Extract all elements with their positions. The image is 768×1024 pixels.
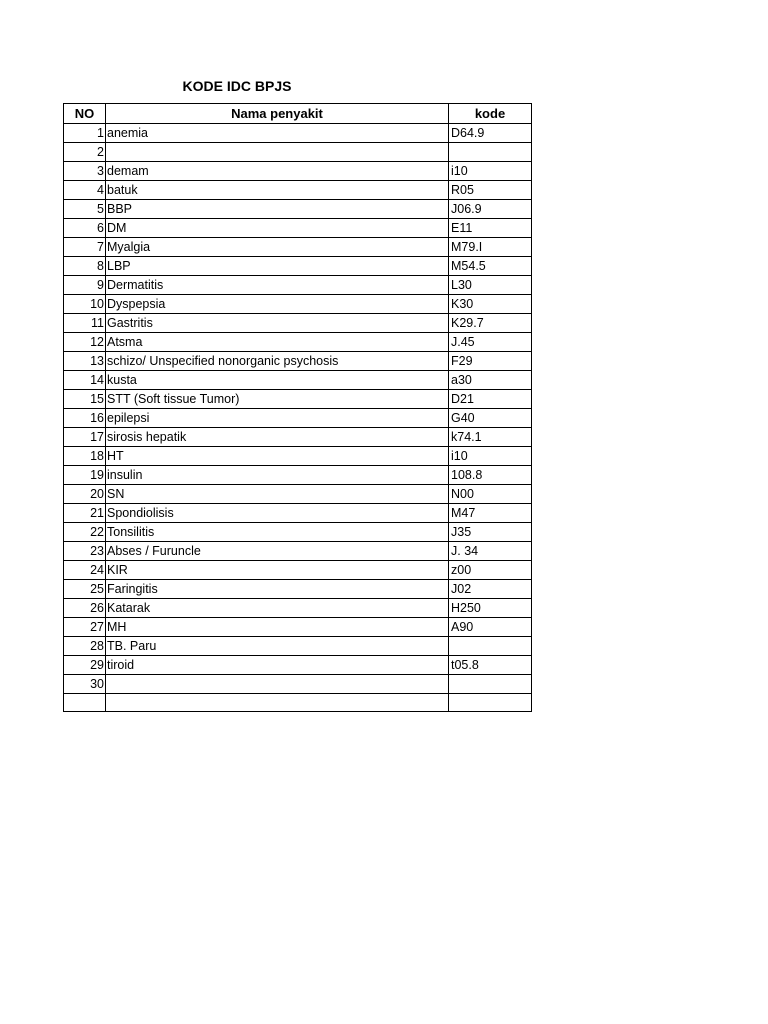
cell-disease-name: batuk (106, 181, 449, 200)
cell-disease-name: MH (106, 618, 449, 637)
cell-code: E11 (449, 219, 532, 238)
cell-no: 11 (64, 314, 106, 333)
cell-disease-name: STT (Soft tissue Tumor) (106, 390, 449, 409)
document-title-text: KODE IDC BPJS (182, 78, 292, 94)
cell-no (64, 694, 106, 712)
cell-code: J. 34 (449, 542, 532, 561)
column-header-name: Nama penyakit (106, 104, 449, 124)
cell-code: D64.9 (449, 124, 532, 143)
table-row (64, 352, 532, 371)
cell-code: K30 (449, 295, 532, 314)
table-header-row (64, 104, 532, 124)
table-row (64, 504, 532, 523)
cell-disease-name: Faringitis (106, 580, 449, 599)
cell-code: K29.7 (449, 314, 532, 333)
cell-no: 9 (64, 276, 106, 295)
table-row (64, 485, 532, 504)
cell-disease-name: DM (106, 219, 449, 238)
cell-no: 16 (64, 409, 106, 428)
cell-code: H250 (449, 599, 532, 618)
cell-code: M54.5 (449, 257, 532, 276)
cell-no: 18 (64, 447, 106, 466)
cell-disease-name: Gastritis (106, 314, 449, 333)
cell-disease-name (106, 675, 449, 694)
icd-code-table (63, 103, 532, 712)
cell-code: L30 (449, 276, 532, 295)
cell-code: a30 (449, 371, 532, 390)
cell-code: D21 (449, 390, 532, 409)
table-row (64, 295, 532, 314)
table-row (64, 694, 532, 712)
cell-disease-name: Atsma (106, 333, 449, 352)
cell-disease-name: kusta (106, 371, 449, 390)
table-row (64, 561, 532, 580)
cell-disease-name: tiroid (106, 656, 449, 675)
cell-code (449, 143, 532, 162)
table-row (64, 523, 532, 542)
cell-disease-name: Dyspepsia (106, 295, 449, 314)
document-title (63, 76, 531, 96)
table-row (64, 371, 532, 390)
cell-disease-name: LBP (106, 257, 449, 276)
cell-disease-name (106, 694, 449, 712)
table-row (64, 257, 532, 276)
cell-no: 25 (64, 580, 106, 599)
cell-no: 3 (64, 162, 106, 181)
cell-code (449, 637, 532, 656)
table-row (64, 200, 532, 219)
table-row (64, 618, 532, 637)
table-row (64, 428, 532, 447)
cell-disease-name: Myalgia (106, 238, 449, 257)
cell-code: J.45 (449, 333, 532, 352)
table-row (64, 124, 532, 143)
table-row (64, 390, 532, 409)
cell-no: 1 (64, 124, 106, 143)
cell-disease-name: SN (106, 485, 449, 504)
table-row (64, 580, 532, 599)
table-row (64, 599, 532, 618)
cell-no: 23 (64, 542, 106, 561)
table-row (64, 162, 532, 181)
cell-code: R05 (449, 181, 532, 200)
cell-no: 17 (64, 428, 106, 447)
cell-no: 29 (64, 656, 106, 675)
cell-no: 30 (64, 675, 106, 694)
cell-no: 21 (64, 504, 106, 523)
table-row (64, 675, 532, 694)
cell-code: i10 (449, 447, 532, 466)
cell-disease-name: HT (106, 447, 449, 466)
table-row (64, 637, 532, 656)
cell-no: 27 (64, 618, 106, 637)
cell-code: A90 (449, 618, 532, 637)
cell-no: 26 (64, 599, 106, 618)
table-row (64, 314, 532, 333)
cell-code: t05.8 (449, 656, 532, 675)
column-header-no: NO (64, 104, 106, 124)
cell-code: M79.I (449, 238, 532, 257)
cell-disease-name: sirosis hepatik (106, 428, 449, 447)
cell-no: 10 (64, 295, 106, 314)
cell-code: N00 (449, 485, 532, 504)
cell-disease-name: Katarak (106, 599, 449, 618)
cell-no: 19 (64, 466, 106, 485)
cell-no: 13 (64, 352, 106, 371)
cell-disease-name: Tonsilitis (106, 523, 449, 542)
cell-disease-name: Abses / Furuncle (106, 542, 449, 561)
cell-disease-name: Spondiolisis (106, 504, 449, 523)
cell-disease-name: TB. Paru (106, 637, 449, 656)
cell-code: M47 (449, 504, 532, 523)
cell-disease-name (106, 143, 449, 162)
table-row (64, 542, 532, 561)
cell-code: i10 (449, 162, 532, 181)
cell-code: k74.1 (449, 428, 532, 447)
cell-no: 8 (64, 257, 106, 276)
table-row (64, 409, 532, 428)
table-row (64, 181, 532, 200)
table-row (64, 276, 532, 295)
cell-disease-name: anemia (106, 124, 449, 143)
cell-disease-name: schizo/ Unspecified nonorganic psychosis (106, 352, 449, 371)
cell-code (449, 675, 532, 694)
cell-disease-name: demam (106, 162, 449, 181)
table-row (64, 238, 532, 257)
table-body (64, 124, 532, 712)
cell-disease-name: Dermatitis (106, 276, 449, 295)
table-row (64, 447, 532, 466)
cell-code: J35 (449, 523, 532, 542)
cell-no: 7 (64, 238, 106, 257)
cell-code: F29 (449, 352, 532, 371)
cell-disease-name: epilepsi (106, 409, 449, 428)
cell-disease-name: KIR (106, 561, 449, 580)
cell-no: 5 (64, 200, 106, 219)
cell-code: G40 (449, 409, 532, 428)
cell-no: 24 (64, 561, 106, 580)
cell-no: 20 (64, 485, 106, 504)
cell-code: J02 (449, 580, 532, 599)
cell-no: 12 (64, 333, 106, 352)
cell-no: 28 (64, 637, 106, 656)
cell-code: 108.8 (449, 466, 532, 485)
cell-no: 2 (64, 143, 106, 162)
cell-code: J06.9 (449, 200, 532, 219)
cell-disease-name: BBP (106, 200, 449, 219)
table-row (64, 466, 532, 485)
cell-no: 15 (64, 390, 106, 409)
cell-no: 4 (64, 181, 106, 200)
cell-code: z00 (449, 561, 532, 580)
cell-no: 14 (64, 371, 106, 390)
table-row (64, 333, 532, 352)
table-row (64, 219, 532, 238)
cell-code (449, 694, 532, 712)
column-header-kode: kode (449, 104, 532, 124)
cell-disease-name: insulin (106, 466, 449, 485)
table-row (64, 143, 532, 162)
table-row (64, 656, 532, 675)
cell-no: 6 (64, 219, 106, 238)
cell-no: 22 (64, 523, 106, 542)
